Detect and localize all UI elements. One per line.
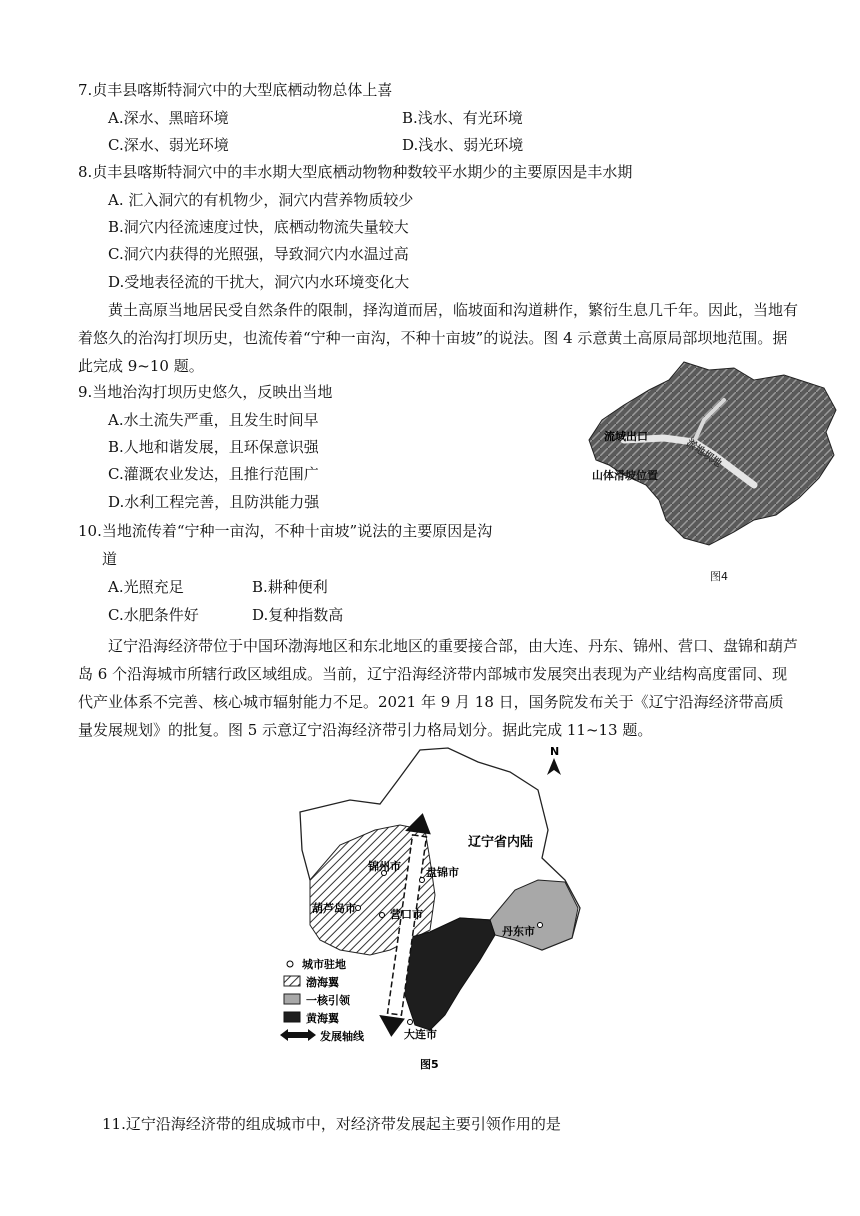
axis-arrow-south bbox=[376, 1015, 405, 1038]
city-label-huludao: 葫芦岛市 bbox=[312, 902, 356, 915]
legend-yellow-label: 黄海翼 bbox=[306, 1012, 339, 1025]
q9-option-a: A.水土流失严重，且发生时间早 bbox=[108, 411, 319, 429]
q7-option-a: A.深水、黑暗环境 bbox=[108, 109, 229, 127]
fig4-caption: 图4 bbox=[710, 570, 728, 583]
q9-option-c: C.灌溉农业发达，且推行范围广 bbox=[108, 465, 319, 483]
legend-city-icon bbox=[287, 961, 293, 967]
q10-option-c: C.水肥条件好 bbox=[108, 606, 199, 624]
legend-yellow-swatch bbox=[284, 1012, 300, 1022]
legend-bohai-swatch bbox=[284, 976, 300, 986]
passage-loess: 黄土高原当地居民受自然条件的限制，择沟道而居，临坡面和沟道耕作，繁衍生息几千年。因此，当地有着悠久的治沟打坝历史，也流传着“宁种一亩沟，不种十亩坡”的说法。图 4 示意黄土高原局部坝地范围。据此完成 9~10 题。 bbox=[78, 301, 799, 375]
legend-city-label: 城市驻地 bbox=[302, 958, 346, 971]
city-label-panjin: 盘锦市 bbox=[426, 866, 459, 879]
q8-option-a: A. 汇入洞穴的有机物少，洞穴内营养物质较少 bbox=[108, 191, 414, 209]
legend-bohai-label: 渤海翼 bbox=[306, 976, 339, 989]
q10-option-a: A.光照充足 bbox=[108, 578, 184, 596]
fig5-caption: 图5 bbox=[420, 1058, 439, 1071]
q10-option-d: D.复种指数高 bbox=[252, 606, 344, 624]
city-label-dandong: 丹东市 bbox=[502, 925, 535, 938]
q9-stem: 9.当地治沟打坝历史悠久，反映出当地 bbox=[78, 383, 333, 401]
legend-axis-icon bbox=[280, 1029, 316, 1041]
q9-option-b: B.人地和谐发展，且环保意识强 bbox=[108, 438, 319, 456]
city-marker-dandong bbox=[538, 923, 543, 928]
figure-5-map bbox=[280, 740, 610, 1080]
q7-stem: 7.贞丰县喀斯特洞穴中的大型底栖动物总体上喜 bbox=[78, 81, 393, 99]
q8-option-d: D.受地表径流的干扰大，洞穴内水环境变化大 bbox=[108, 273, 410, 291]
q10-stem: 10.当地流传着“宁种一亩沟，不种十亩坡”说法的主要原因是沟 bbox=[78, 522, 493, 540]
q8-option-c: C.洞穴内获得的光照强，导致洞穴内水温过高 bbox=[108, 245, 409, 263]
fig5-legend bbox=[280, 957, 365, 1043]
city-label-dalian: 大连市 bbox=[404, 1028, 437, 1041]
passage-liaoning: 辽宁沿海经济带位于中国环渤海地区和东北地区的重要接合部，由大连、丹东、锦州、营口、盘锦和葫芦岛 6 个沿海城市所辖行政区域组成。当前，辽宁沿海经济带内部城市发展突出表现为产业结构高度雷同、现代产业体系不完善、核心城市辐射能力不足。2021 年 9 月 18 日，国务院发布关于《辽宁沿海经济带高质量发展规划》的批复。图 5 示意辽宁沿海经济带引力格局划分。据此完成 11~13 题。 bbox=[78, 637, 799, 739]
q10-option-b: B.耕种便利 bbox=[252, 578, 328, 596]
q11-stem: 11.辽宁沿海经济带的组成城市中，对经济带发展起主要引领作用的是 bbox=[102, 1115, 561, 1133]
fig4-damland-label: 淤地坝地 bbox=[684, 437, 724, 470]
legend-core-label: 一核引领 bbox=[306, 994, 350, 1007]
city-marker-dalian bbox=[408, 1020, 413, 1025]
city-label-jinzhou: 锦州市 bbox=[368, 860, 401, 873]
city-marker-huludao bbox=[356, 906, 361, 911]
q7-option-c: C.深水、弱光环境 bbox=[108, 136, 229, 154]
inland-label: 辽宁省内陆 bbox=[468, 835, 534, 850]
figure-4-map bbox=[584, 360, 844, 550]
legend-axis-label: 发展轴线 bbox=[320, 1030, 364, 1043]
q10-stem-cont: 道 bbox=[102, 550, 118, 568]
city-marker-panjin bbox=[420, 878, 425, 883]
north-arrow-icon bbox=[547, 758, 561, 775]
legend-core-swatch bbox=[284, 994, 300, 1004]
q7-option-d: D.浅水、弱光环境 bbox=[402, 136, 524, 154]
north-label: N bbox=[550, 745, 560, 758]
q8-stem: 8.贞丰县喀斯特洞穴中的丰水期大型底栖动物物种数较平水期少的主要原因是丰水期 bbox=[78, 163, 633, 181]
fig4-slide-label: 山体滑坡位置 bbox=[592, 469, 658, 482]
city-label-yingkou: 营口市 bbox=[390, 908, 423, 921]
q7-option-b: B.浅水、有光环境 bbox=[402, 109, 523, 127]
q9-option-d: D.水利工程完善，且防洪能力强 bbox=[108, 493, 320, 511]
q8-option-b: B.洞穴内径流速度过快，底栖动物流失量较大 bbox=[108, 218, 409, 236]
fig4-outlet-label: 流域出口 bbox=[604, 430, 648, 443]
city-marker-yingkou bbox=[380, 913, 385, 918]
